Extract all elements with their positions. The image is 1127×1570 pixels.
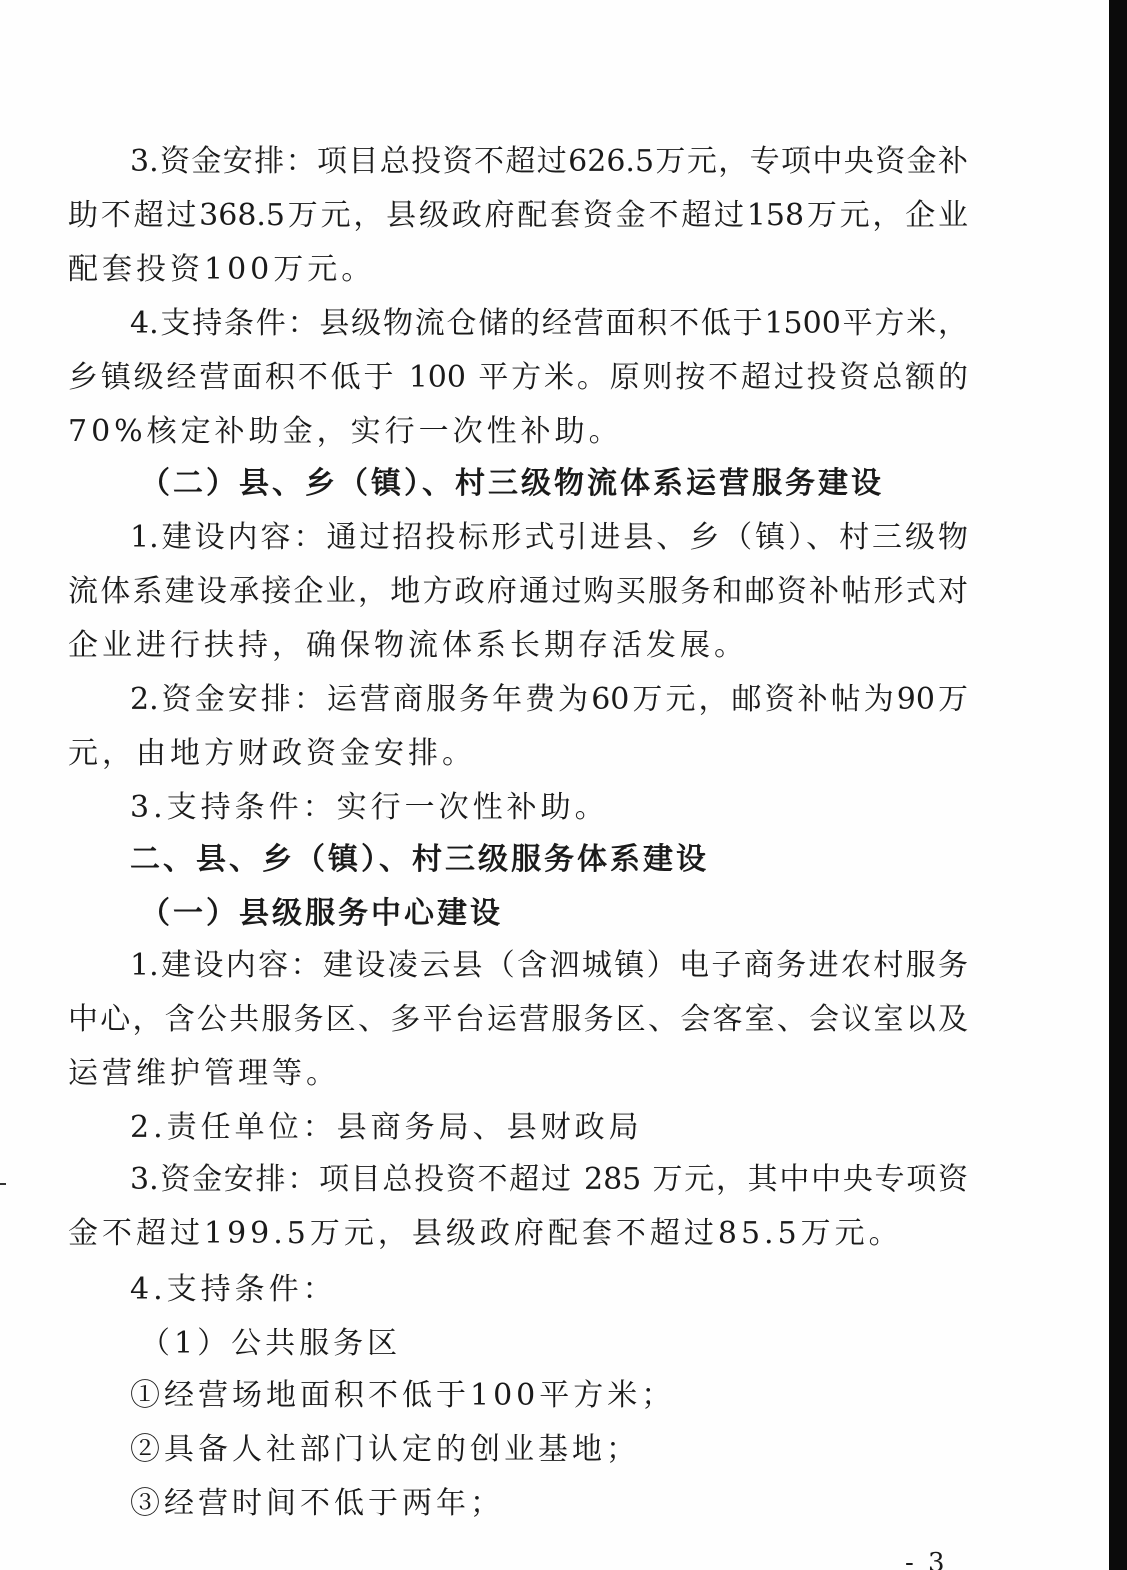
scan-mark bbox=[0, 1183, 6, 1185]
paragraph-line: 3.资金安排：项目总投资不超过 285 万元，其中中央专项资 bbox=[130, 1162, 968, 1197]
paragraph-line: 70%核定补助金，实行一次性补助。 bbox=[68, 414, 623, 449]
paragraph-line: 4.支持条件：县级物流仓储的经营面积不低于1500平方米， bbox=[130, 306, 968, 341]
paragraph-line: ③经营时间不低于两年； bbox=[130, 1486, 504, 1521]
paragraph-line: 1.建设内容：建设凌云县（含泗城镇）电子商务进农村服务 bbox=[130, 948, 968, 983]
paragraph-line: 运营维护管理等。 bbox=[68, 1056, 340, 1091]
section-heading: （二）县、乡（镇）、村三级物流体系运营服务建设 bbox=[140, 466, 884, 501]
paragraph-line: 中心，含公共服务区、多平台运营服务区、会客室、会议室以及 bbox=[68, 1002, 968, 1037]
paragraph-line: 3.支持条件：实行一次性补助。 bbox=[130, 790, 609, 825]
paragraph-line: 乡镇级经营面积不低于 100 平方米。原则按不超过投资总额的 bbox=[68, 360, 968, 395]
paragraph-line: 元，由地方财政资金安排。 bbox=[68, 736, 476, 771]
scan-border bbox=[1109, 0, 1127, 1570]
paragraph-line: 2.资金安排：运营商服务年费为60万元，邮资补帖为90万 bbox=[130, 682, 968, 717]
paragraph-line: 企业进行扶持，确保物流体系长期存活发展。 bbox=[68, 628, 748, 663]
paragraph-line: 助不超过368.5万元，县级政府配套资金不超过158万元，企业 bbox=[68, 198, 968, 233]
paragraph-line: 3.资金安排：项目总投资不超过626.5万元，专项中央资金补 bbox=[130, 144, 968, 179]
paragraph-line: ②具备人社部门认定的创业基地； bbox=[130, 1432, 640, 1467]
paragraph-line: 流体系建设承接企业，地方政府通过购买服务和邮资补帖形式对 bbox=[68, 574, 968, 609]
section-heading: （一）县级服务中心建设 bbox=[140, 896, 503, 931]
paragraph-line: （1）公共服务区 bbox=[140, 1326, 402, 1361]
section-heading: 二、县、乡（镇）、村三级服务体系建设 bbox=[130, 842, 709, 877]
page-number: - 3 bbox=[905, 1548, 948, 1570]
paragraph-line: ①经营场地面积不低于100平方米； bbox=[130, 1378, 676, 1413]
paragraph-line: 配套投资100万元。 bbox=[68, 252, 376, 287]
paragraph-line: 2.责任单位：县商务局、县财政局 bbox=[130, 1110, 643, 1145]
paragraph-line: 1.建设内容：通过招投标形式引进县、乡（镇）、村三级物 bbox=[130, 520, 968, 555]
paragraph-line: 4.支持条件： bbox=[130, 1272, 337, 1307]
paragraph-line: 金不超过199.5万元，县级政府配套不超过85.5万元。 bbox=[68, 1216, 903, 1251]
